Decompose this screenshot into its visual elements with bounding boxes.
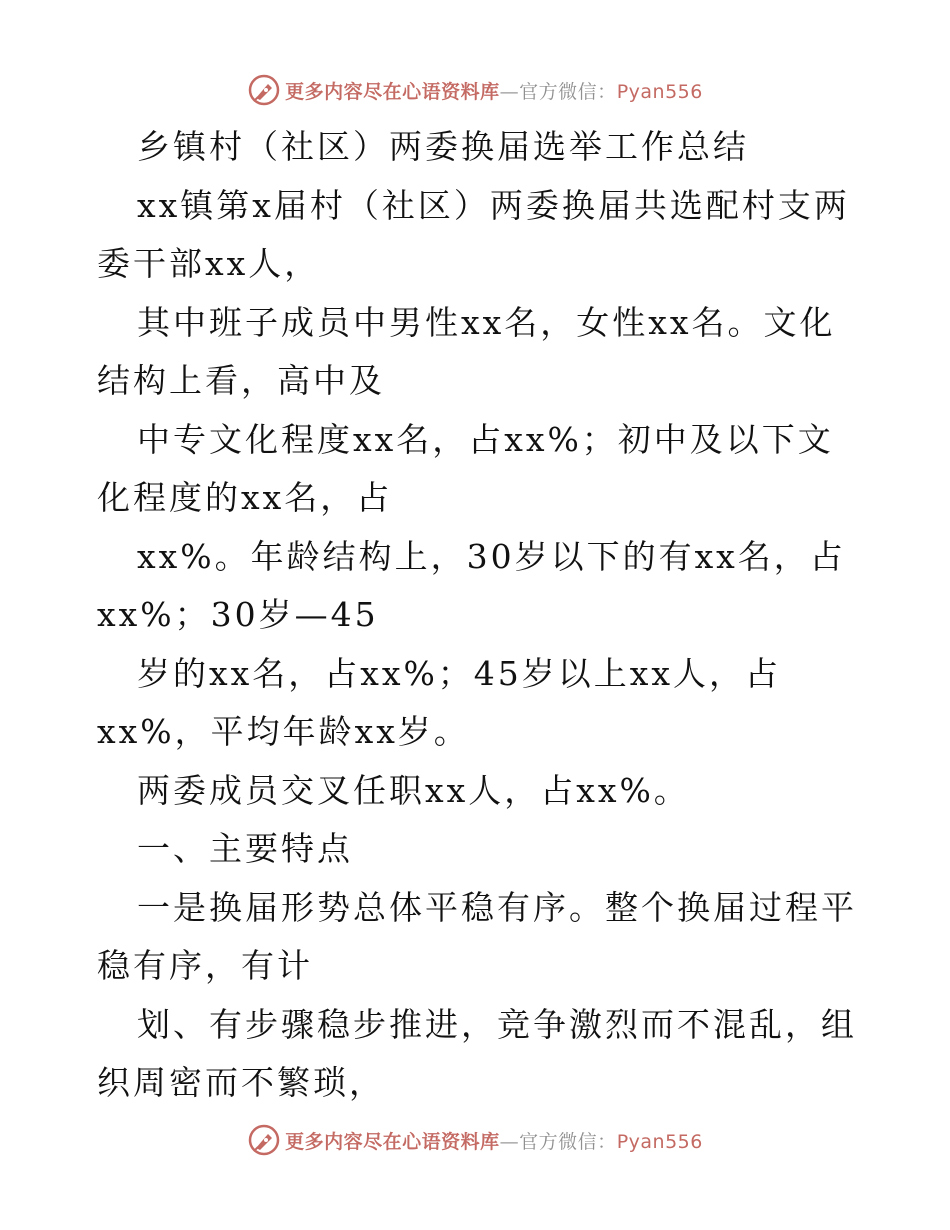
- paragraph-gender-education: 其中班子成员中男性xx名，女性xx名。文化结构上看，高中及: [97, 302, 836, 400]
- banner-text: [285, 77, 703, 104]
- paragraph-cross-posting: 两委成员交叉任职xx人，占xx%。: [137, 770, 690, 810]
- wechat-id: Pyan556: [616, 80, 703, 103]
- paragraph-age-structure: xx%。年龄结构上，30岁以下的有xx名，占xx%；30岁—45: [97, 536, 846, 634]
- paragraph-education-ratio: 中专文化程度xx名，占xx%；初中及以下文化程度的xx名，占: [97, 419, 834, 517]
- banner-main-text: 更多内容尽在心语资料库: [285, 1130, 500, 1153]
- wechat-label: 官方微信：: [519, 1130, 617, 1153]
- document-title: 乡镇村（社区）两委换届选举工作总结: [137, 127, 749, 166]
- wechat-id: Pyan556: [616, 1130, 703, 1153]
- banner-separator: —: [499, 1130, 520, 1153]
- pen-nib-logo-icon: [247, 1123, 281, 1157]
- footer-banner[interactable]: [0, 1120, 950, 1160]
- banner-main-text: 更多内容尽在心语资料库: [285, 80, 500, 103]
- paragraph-cadre-total: xx镇第x届村（社区）两委换届共选配村支两委干部xx人，: [97, 185, 850, 283]
- banner-separator: —: [499, 80, 520, 103]
- wechat-label: 官方微信：: [519, 80, 617, 103]
- banner-text: [285, 1127, 703, 1154]
- document-body: [97, 118, 857, 1113]
- header-banner[interactable]: [0, 70, 950, 110]
- paragraph-feature-one: 一是换届形势总体平稳有序。整个换届过程平稳有序，有计: [97, 887, 857, 985]
- pen-nib-logo-icon: [247, 73, 281, 107]
- paragraph-age-average: 岁的xx名，占xx%；45岁以上xx人，占xx%，平均年龄xx岁。: [97, 653, 782, 751]
- paragraph-feature-one-cont: 划、有步骤稳步推进，竞争激烈而不混乱，组织周密而不繁琐，: [97, 1004, 857, 1102]
- section-heading-main-features: 一、主要特点: [137, 829, 353, 868]
